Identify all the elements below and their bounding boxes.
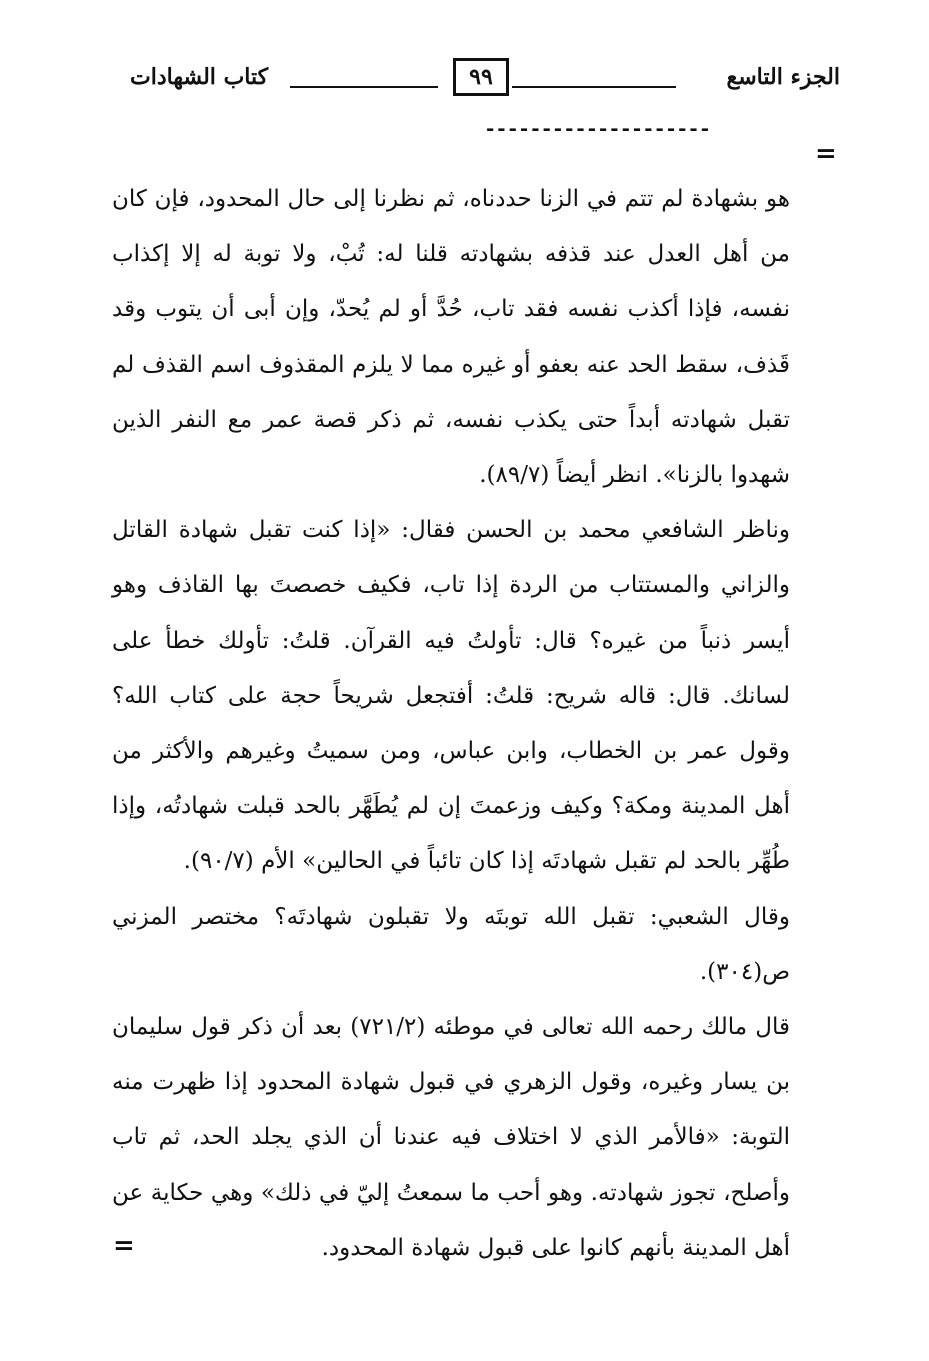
header-rule-right [512, 86, 676, 88]
paragraph-2: وناظر الشافعي محمد بن الحسن فقال: «إذا كنت تقبل شهادة القاتل والزاني والمستتاب من الردة إذا تاب، فكيف خصصتَ بها القاذف وهو أيسر ذنباً من غيره؟ قال: تأولتُ فيه القرآن. قلتُ: تأولك خطأ على لسانك. قال: قاله شريح: قلتُ: أفتجعل شريحاً حجة على كتاب الله؟ وقول عمر بن الخطاب، وابن عباس، ومن سميتُ وغيرهم والأكثر من أهل المدينة ومكة؟ وكيف وزعمتَ إن لم يُطَهَّر بالحد قبلت شهادتُه، وإذا طُهِّر بالحد لم تقبل شهادتَه إذا كان تائباً في الحالين» الأم (٩٠/٧). [112, 517, 790, 875]
page-number-box [453, 58, 509, 96]
paragraph-1: هو بشهادة لم تتم في الزنا حددناه، ثم نظرنا إلى حال المحدود، فإن كان من أهل العدل عند قذفه بشهادته قلنا له: تُبْ، ولا توبة له إلا إكذاب نفسه، فإذا أكذب نفسه فقد تاب، حُدَّ أو لم يُحدّ، وإن أبى أن يتوب وقد قَذف، سقط الحد عنه بعفو أو غيره مما لا يلزم المقذوف اسم القذف لم تقبل شهادته أبداً حتى يكذب نفسه، ثم ذكر قصة عمر مع النفر الذين شهدوا بالزنا». انظر أيضاً (٨٩/٧). [112, 186, 790, 489]
footnote-separator: -------------------- [486, 118, 713, 138]
footnote-body [112, 172, 790, 1276]
page-number: ٩٩ [469, 64, 493, 90]
continuation-mark-bottom: = [113, 1231, 135, 1261]
book-title: كتاب الشهادات [130, 64, 269, 90]
header-rule-left [290, 86, 438, 88]
paragraph-3: وقال الشعبي: تقبل الله توبتَه ولا تقبلون شهادتَه؟ مختصر المزني ص(٣٠٤). [112, 903, 790, 985]
part-title: الجزء التاسع [726, 64, 840, 90]
page-header [120, 50, 840, 110]
paragraph-4: قال مالك رحمه الله تعالى في موطئه (٧٢١/٢) بعد أن ذكر قول سليمان بن يسار وغيره، وقول الزهري في قبول شهادة المحدود إذا ظهرت منه التوبة: «فالأمر الذي لا اختلاف فيه عندنا أن الذي يجلد الحد، ثم تاب وأصلح، تجوز شهادته. وهو أحب ما سمعتُ إليّ في ذلك» وهي حكاية عن أهل المدينة بأنهم كانوا على قبول شهادة المحدود. [112, 1014, 791, 1261]
continuation-mark-top: = [815, 139, 837, 169]
